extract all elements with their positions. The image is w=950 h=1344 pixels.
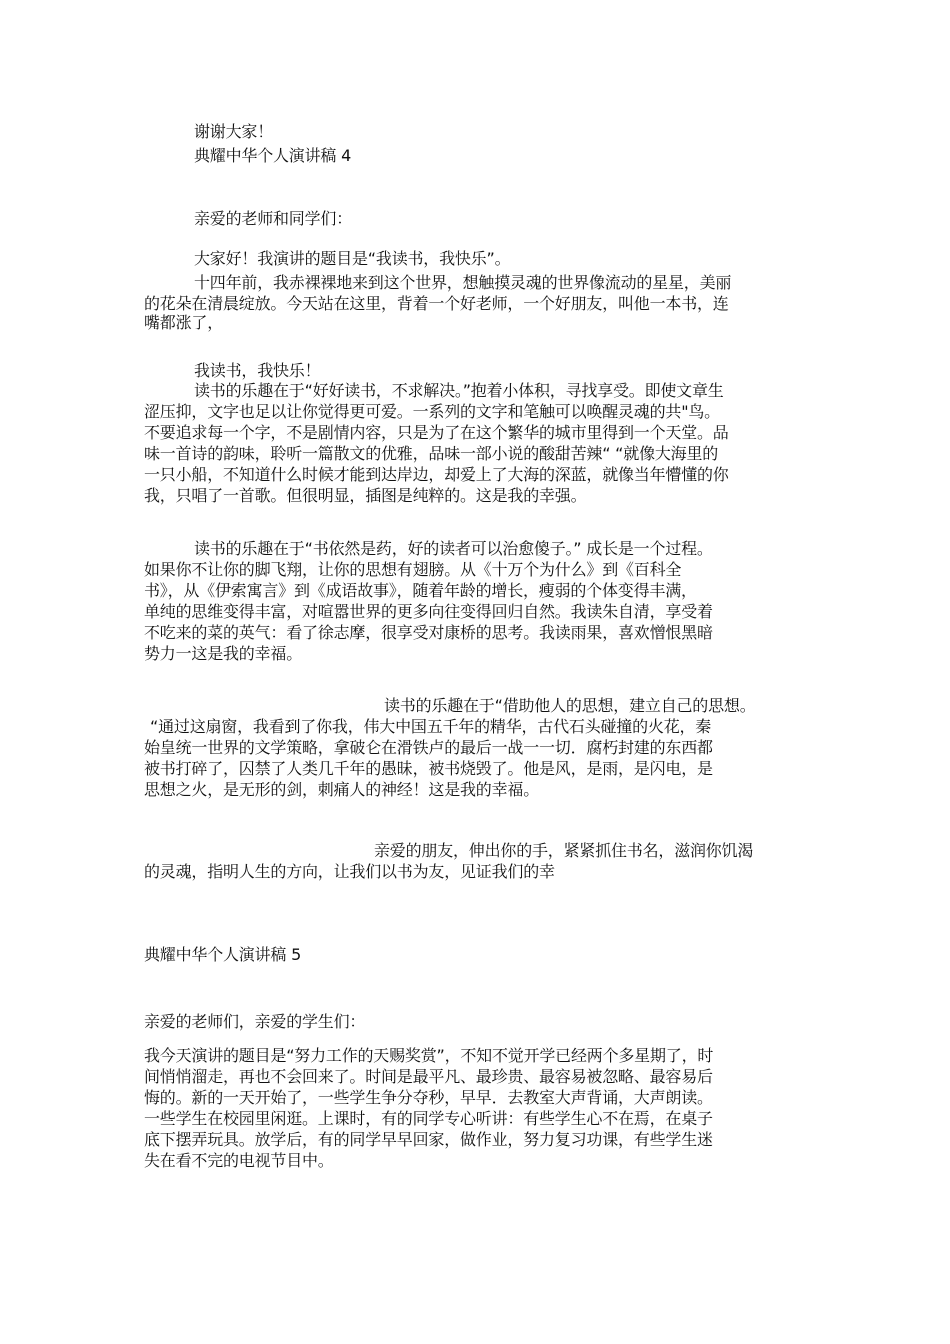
- paragraph-line: 读书的乐趣在于“借助他人的思想，建立自己的思想。: [384, 696, 756, 715]
- paragraph-line: 我今天演讲的题目是“努力工作的天赐奖赏”，不知不觉开学已经两个多星期了，时: [144, 1046, 714, 1065]
- paragraph-line: 一只小船，不知道什么时候才能到达岸边，却爱上了大海的深蓝，就像当年懵懂的你: [144, 465, 729, 484]
- paragraph-line: 思想之火，是无形的剑，刺痛人的神经！这是我的幸福。: [144, 780, 540, 799]
- paragraph-line: 的灵魂，指明人生的方向，让我们以书为友，见证我们的幸: [144, 862, 555, 881]
- paragraph-line: 亲爱的朋友，伸出你的手，紧紧抓住书名，滋润你饥渴: [374, 841, 754, 860]
- paragraph-line: 书》，从《伊索寓言》到《成语故事》，随着年龄的增长，瘦弱的个体变得丰满，: [144, 581, 697, 600]
- paragraph-line: 味一首诗的韵味，聆听一篇散文的优雅，品味一部小说的酸甜苦辣“ “就像大海里的: [144, 444, 719, 463]
- paragraph-line: 十四年前，我赤裸裸地来到这个世界，想触摸灵魂的世界像流动的星星，美丽: [194, 273, 732, 292]
- paragraph-line: 被书打碎了，囚禁了人类几千年的愚昧，被书烧毁了。他是风，是雨，是闪电，是: [144, 759, 713, 778]
- paragraph-line: 失在看不完的电视节目中。: [144, 1151, 334, 1170]
- speech-5-title: 典耀中华个人演讲稿 5: [144, 945, 302, 964]
- paragraph-line: “通过这扇窗，我看到了你我，伟大中国五千年的精华，古代石头碰撞的火花，秦: [150, 717, 712, 736]
- paragraph-line: 间悄悄溜走，再也不会回来了。时间是最平凡、最珍贵、最容易被忽略、最容易后: [144, 1067, 713, 1086]
- paragraph-line: 底下摆弄玩具。放学后，有的同学早早回家，做作业，努力复习功课，有些学生迷: [144, 1130, 713, 1149]
- speech-5-greeting: 亲爱的老师们，亲爱的学生们：: [144, 1012, 366, 1031]
- speech-4-greeting: 亲爱的老师和同学们：: [194, 209, 353, 228]
- speech-4-title: 典耀中华个人演讲稿 4: [194, 146, 352, 165]
- section-heading: 我读书，我快乐！: [194, 361, 321, 380]
- closing-thanks: 谢谢大家！: [194, 122, 274, 141]
- paragraph-line: 读书的乐趣在于“书依然是药，好的读者可以治愈傻子。” 成长是一个过程。: [194, 539, 713, 558]
- paragraph-line: 如果你不让你的脚飞翔，让你的思想有翅膀。从《十万个为什么》到《百科全: [144, 560, 682, 579]
- paragraph-line: 的花朵在清晨绽放。今天站在这里，背着一个好老师，一个好朋友，叫他一本书，连: [144, 294, 729, 313]
- paragraph-line: 读书的乐趣在于“好好读书，不求解决。”抱着小体积，寻找享受。即使文章生: [194, 381, 724, 400]
- speech-4-topic: 大家好！我演讲的题目是“我读书，我快乐”。: [194, 249, 511, 268]
- paragraph-line: 不吃来的菜的英气：看了徐志摩，很享受对康桥的思考。我读雨果，喜欢憎恨黑暗: [144, 623, 713, 642]
- paragraph-line: 单纯的思维变得丰富，对喧嚣世界的更多向往变得回归自然。我读朱自清，享受着: [144, 602, 713, 621]
- paragraph-line: 嘴都涨了，: [144, 313, 224, 332]
- paragraph-line: 势力一这是我的幸福。: [144, 644, 303, 663]
- paragraph-line: 我，只唱了一首歌。但很明显，插图是纯粹的。这是我的幸强。: [144, 486, 587, 505]
- paragraph-line: 不要追求每一个字，不是剧情内容，只是为了在这个繁华的城市里得到一个天堂。品: [144, 423, 729, 442]
- paragraph-line: 悔的。新的一天开始了，一些学生争分夺秒，早早．去教室大声背诵，大声朗读。: [144, 1088, 713, 1107]
- paragraph-line: 一些学生在校园里闲逛。上课时，有的同学专心听讲：有些学生心不在焉，在桌子: [144, 1109, 713, 1128]
- paragraph-line: 始皇统一世界的文学策略，拿破仑在滑铁卢的最后一战一一切．腐朽封建的东西都: [144, 738, 713, 757]
- paragraph-line: 涩压抑，文字也足以让你觉得更可爱。一系列的文字和笔触可以唤醒灵魂的共"鸟。: [144, 402, 720, 421]
